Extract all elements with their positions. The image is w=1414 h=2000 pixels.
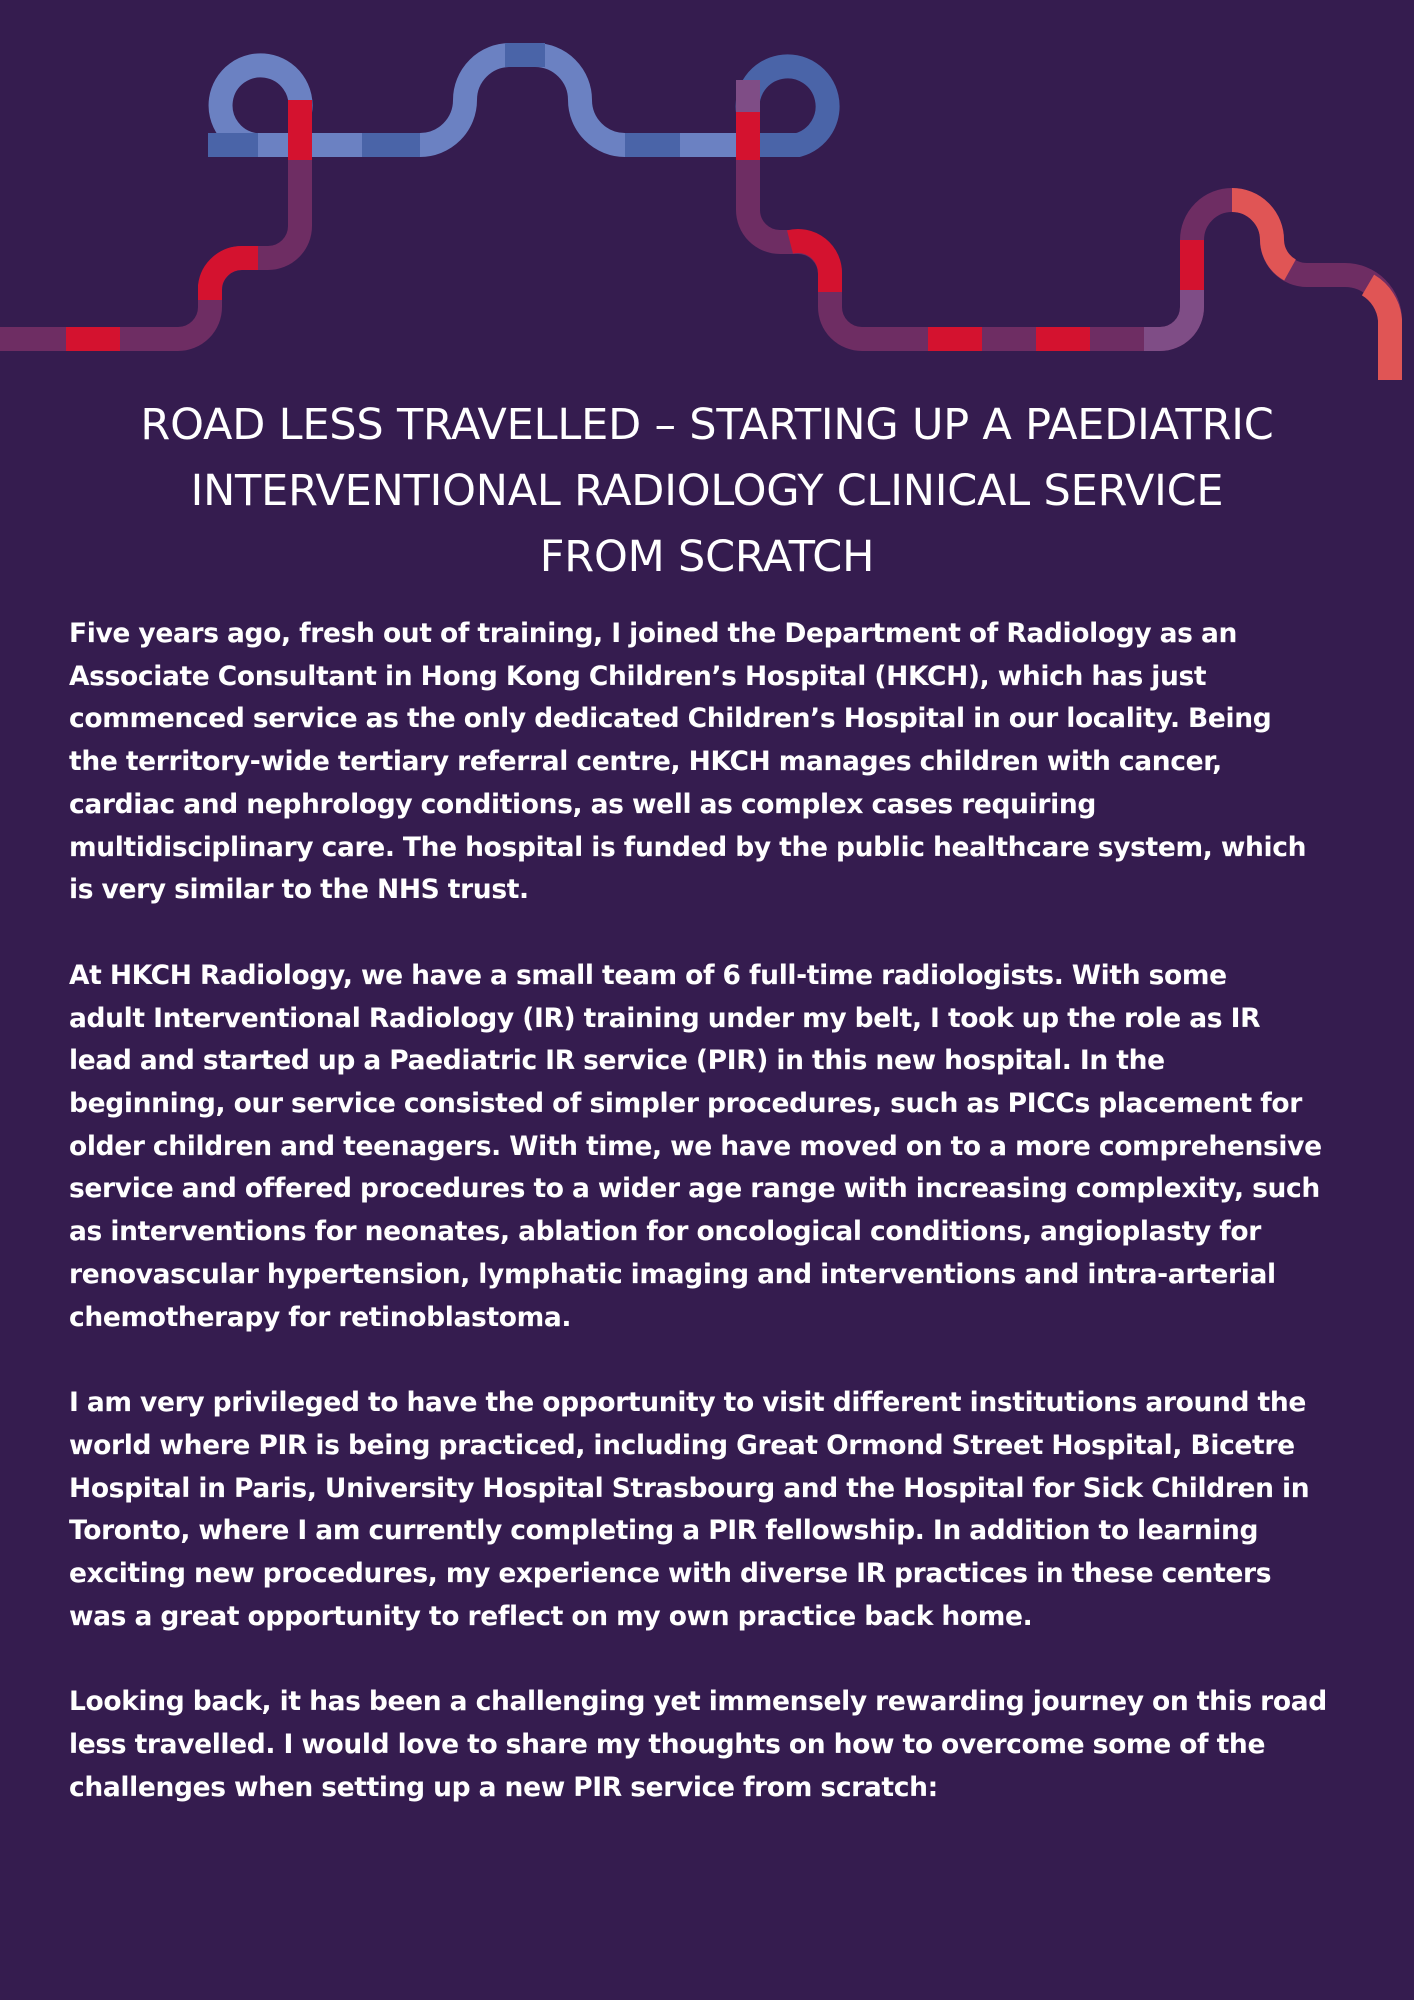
text-line: challenges when setting up a new PIR service from scratch: [69,1771,938,1803]
title-line: ROAD LESS TRAVELLED – STARTING UP A PAEDIATRIC [140,400,1274,450]
road-segment-coral-1 [1232,200,1290,270]
text-line: was a great opportunity to reflect on my own practice back home. [69,1600,1033,1632]
road-segment-red-5 [790,241,830,292]
text-line: service and offered procedures to a wider age range with increasing complexity, such [69,1173,1320,1205]
road-decoration [0,0,1414,380]
text-line: as interventions for neonates, ablation for oncological conditions, angioplasty for [69,1216,1261,1248]
paragraph-visits [69,1382,1359,1638]
text-line: I am very privileged to have the opportunity to visit different institutions around the [69,1387,1306,1419]
title-line: FROM SCRATCH [539,532,875,582]
road-segment-red-2 [210,258,258,300]
text-line: is very similar to the NHS trust. [69,874,529,906]
road-segment-coral-2 [1368,285,1390,380]
text-line: Five years ago, fresh out of training, I joined the Department of Radiology as an [69,618,1238,649]
paragraph-intro [69,613,1359,912]
text-line: Looking back, it has been a challenging yet immensely rewarding journey on this road [69,1686,1327,1718]
text-line: renovascular hypertension, lymphatic imaging and interventions and intra-arterial [69,1258,1276,1290]
text-line: world where PIR is being practiced, including Great Ormond Street Hospital, Bicetre [69,1429,1295,1461]
paragraph-conclusion [69,1681,1359,1809]
text-line: exciting new procedures, my experience with diverse IR practices in these centers [69,1558,1272,1590]
text-line: the territory-wide tertiary referral centre, HKCH manages children with cancer, [69,746,1222,778]
text-line: older children and teenagers. With time, we have moved on to a more comprehensive [69,1130,1322,1162]
text-line: beginning, our service consisted of simpler procedures, such as PICCs placement for [69,1088,1302,1120]
text-line: Toronto, where I am currently completing a PIR fellowship. In addition to learning [69,1515,1259,1547]
title-line: INTERVENTIONAL RADIOLOGY CLINICAL SERVICE [190,466,1224,516]
article-body [69,613,1359,1853]
text-line: lead and started up a Paediatric IR service (PIR) in this new hospital. In the [69,1045,1165,1077]
text-line: commenced service as the only dedicated Children’s Hospital in our locality. Being [69,703,1272,735]
text-line: Hospital in Paris, University Hospital Strasbourg and the Hospital for Sick Children in [69,1472,1310,1504]
text-line: Associate Consultant in Hong Kong Children’s Hospital (HKCH), which has just [69,660,1207,692]
road-path-top [300,55,748,145]
paragraph-team [69,955,1359,1339]
text-line: less travelled. I would love to share my thoughts on how to overcome some of the [69,1729,1266,1761]
article-title [60,392,1354,590]
text-line: cardiac and nephrology conditions, as well as complex cases requiring [69,788,1097,820]
road-path-left [0,150,300,339]
road-segment-purple-2 [1144,290,1192,339]
text-line: multidisciplinary care. The hospital is funded by the public healthcare system, which [69,831,1307,863]
text-line: adult Interventional Radiology (IR) training under my belt, I took up the role as IR [69,1002,1261,1034]
text-line: At HKCH Radiology, we have a small team of 6 full-time radiologists. With some [69,959,1227,991]
text-line: chemotherapy for retinoblastoma. [69,1301,572,1333]
